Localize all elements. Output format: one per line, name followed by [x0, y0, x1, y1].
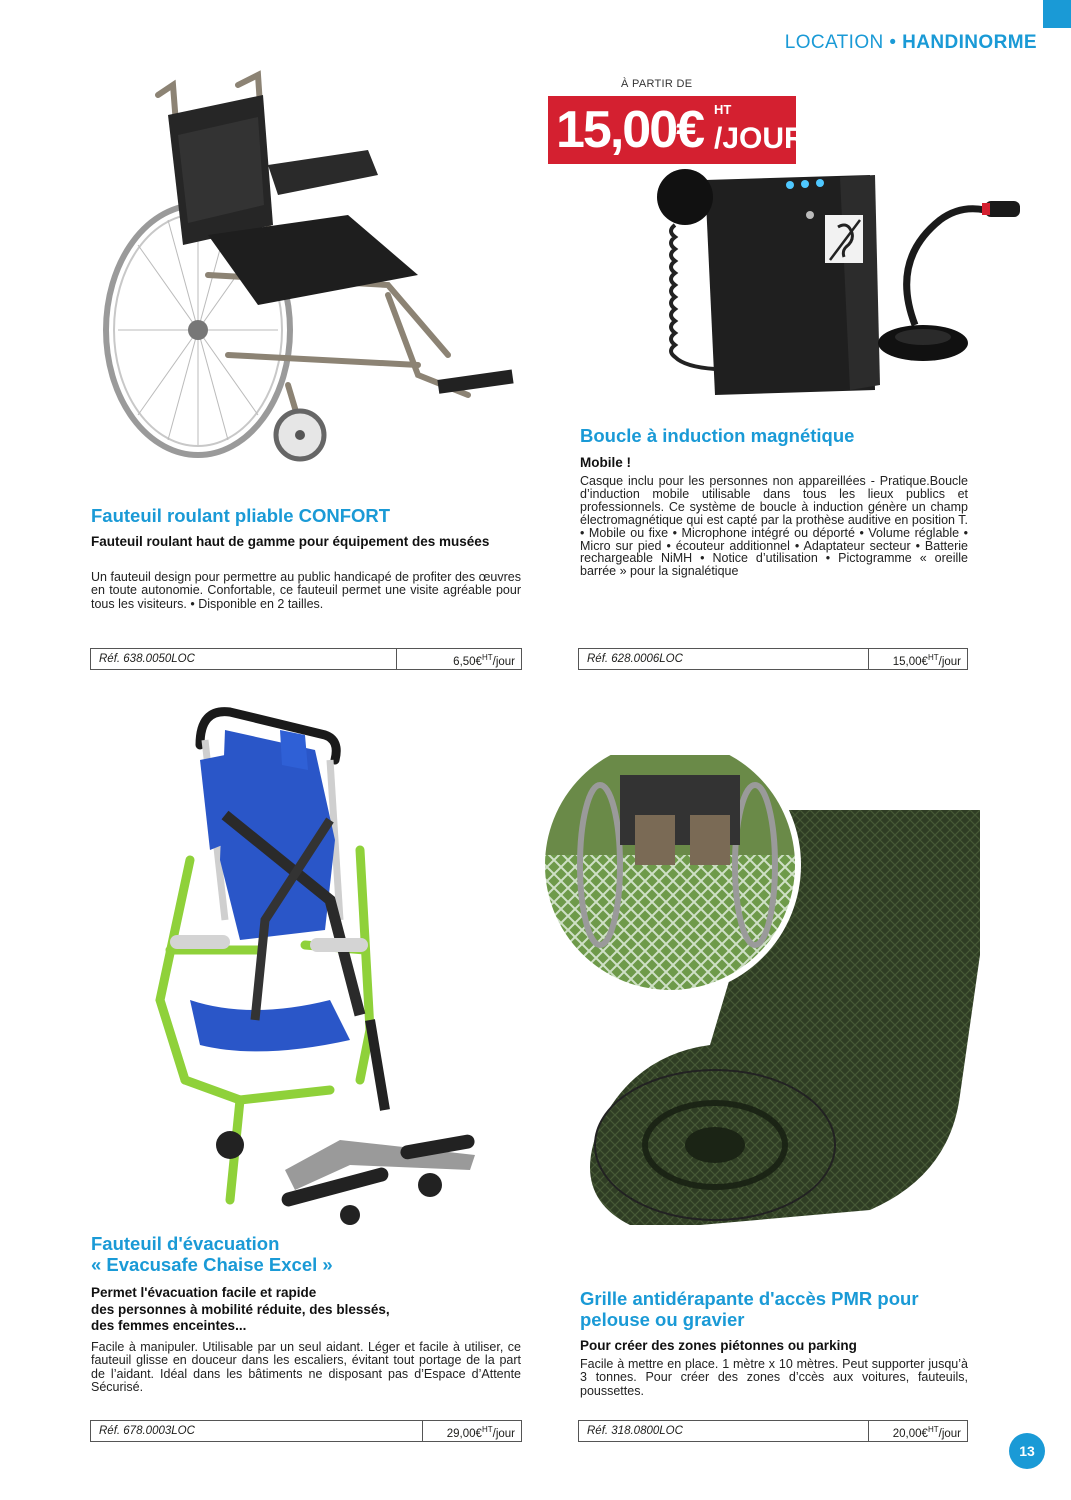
product-3-title — [91, 1233, 521, 1275]
product-2-title — [580, 425, 970, 446]
product-3-price: 29,00€$^{HT}$/jour — [446, 1425, 515, 1440]
promo-prefix: À PARTIR DE — [621, 78, 693, 90]
product-3-title-line-2: « Evacusafe Chaise Excel » — [91, 1254, 333, 1275]
grid-mat-image — [540, 755, 985, 1225]
product-1-description: Un fauteuil design pour permettre au public handicapé de profiter des œuvres en toute autonomie. Confortable, ce fauteuil permet une visite agréable pour tous les visiteurs. • Disponible en 2 tailles. — [91, 570, 521, 611]
product-3-description: Facile à manipuler. Utilisable par un seul aidant. Léger et facile à utiliser, ce fauteuil glisse en douceur dans les escaliers, évitant tout portage de la part de l’aidant. Idéal dans les bâtiments ne disposant pas d’Espace d’Attente Sécurisé. — [91, 1340, 521, 1394]
product-3-ref: Réf. 678.0003LOC — [91, 1421, 423, 1441]
product-1-ref: Réf. 638.0050LOC — [91, 649, 397, 669]
product-4-title — [580, 1288, 980, 1330]
product-2-price: 15,00€$^{HT}$/jour — [892, 653, 961, 668]
evacuation-chair-image — [130, 700, 490, 1230]
product-1-ref-row — [90, 648, 522, 670]
product-3-subtitle-line-1: Permet l'évacuation facile et rapide — [91, 1285, 317, 1300]
page-header — [785, 32, 1037, 54]
product-4-description: Facile à mettre en place. 1 mètre x 10 mètres. Peut supporter jusqu’à 3 tonnes. Pour créer des zones d’ccès aux voitures, fauteuils, poussettes. — [580, 1357, 968, 1398]
promo-unit: /JOUR — [714, 122, 806, 155]
product-1-subtitle: Fauteuil roulant haut de gamme pour équipement des musées — [91, 534, 490, 549]
promo-price: 15,00€ — [556, 101, 704, 159]
product-2-ref-row — [578, 648, 968, 670]
product-4-ref-row — [578, 1420, 968, 1442]
product-3-subtitle-line-2: des personnes à mobilité réduite, des blessés, — [91, 1301, 390, 1317]
header-separator: • — [889, 32, 897, 53]
product-2-title-line: Boucle à induction magnétique — [580, 425, 855, 446]
product-1-title — [91, 505, 521, 526]
induction-loop-image — [640, 165, 1025, 420]
promo-ht: HT — [714, 102, 732, 117]
page-number: 13 — [1009, 1433, 1045, 1469]
product-4-title-line-1: Grille antidérapante d'accès PMR pour — [580, 1288, 919, 1309]
product-2-ref: Réf. 628.0006LOC — [579, 649, 869, 669]
product-2-subtitle: Mobile ! — [580, 455, 631, 470]
product-4-title-line-2: pelouse ou gravier — [580, 1309, 745, 1330]
product-3-title-line-1: Fauteuil d'évacuation — [91, 1233, 280, 1254]
product-4-ref: Réf. 318.0800LOC — [579, 1421, 869, 1441]
product-3-subtitle — [91, 1285, 521, 1335]
product-4-price: 20,00€$^{HT}$/jour — [892, 1425, 961, 1440]
product-2-description: Casque inclu pour les personnes non appareillées - Pratique.Boucle d’induction mobile utilisable dans tous les lieux publics et professionnels. Ce système de boucle à induction génère un champ électromagnétique qui est capté par la prothèse auditive en position T. • Mobile ou fixe • Microphone intégré ou déporté • Volume réglable • Micro sur pied • écouteur additionnel • Adaptateur secteur • Batterie rechargeable NiMH • Notice d’utilisation • Pictogramme « oreille barrée » pour la signalétique — [580, 474, 968, 579]
header-location: LOCATION — [784, 32, 884, 53]
product-1-price: 6,50€$^{HT}$/jour — [453, 653, 515, 668]
header-brand: HANDINORME — [902, 32, 1037, 53]
wheelchair-image — [88, 55, 528, 480]
promo-price-banner — [548, 96, 806, 164]
corner-tab — [1043, 0, 1071, 28]
product-1-title-line: Fauteuil roulant pliable CONFORT — [91, 505, 391, 526]
product-4-subtitle: Pour créer des zones piétonnes ou parking — [580, 1338, 857, 1353]
product-3-ref-row — [90, 1420, 522, 1442]
product-3-subtitle-line-3: des femmes enceintes... — [91, 1318, 247, 1333]
